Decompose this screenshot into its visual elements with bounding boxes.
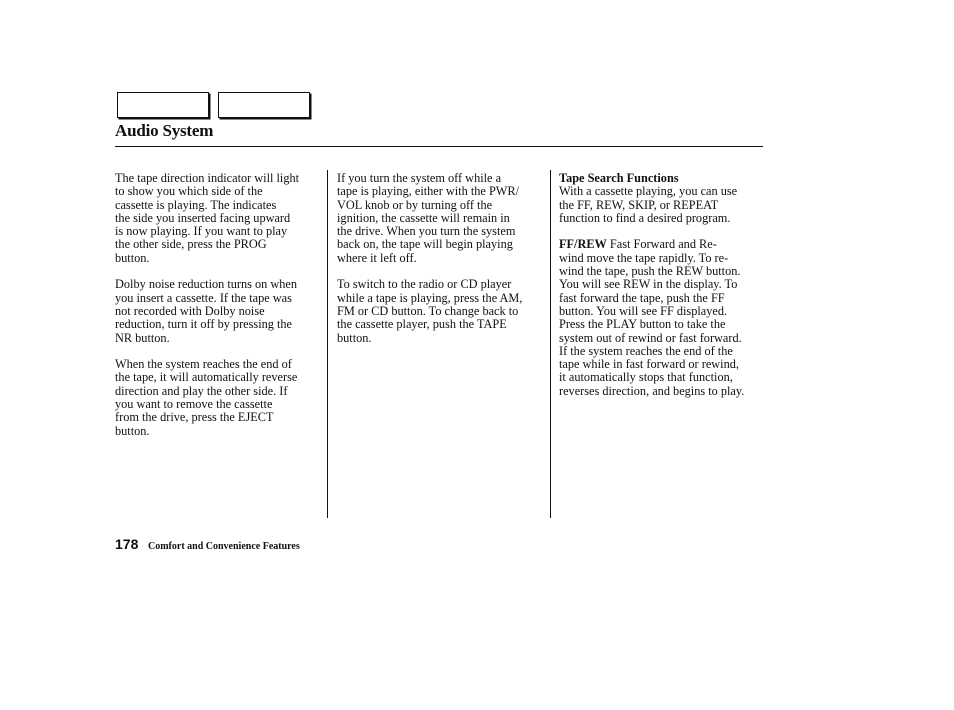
column-divider-2 [550,170,551,518]
column-divider-1 [327,170,328,518]
page-number: 178 [115,536,139,552]
ff-rew-description: Fast Forward and Re- wind move the tape rapidly. To re- wind the tape, push the REW button. You will see REW in the display. To fast forward the tape, push the FF button. You will see FF displayed. Press the PLAY button to take the system out of rewind or fast forward. If the system reaches the end of the tape while in fast forward or rewind, it automatically stops that function, reverses direction, and begins to play. [559,237,745,398]
footer-section-label: Comfort and Convenience Features [148,541,300,552]
title-rule [115,146,763,147]
power-off-paragraph: If you turn the system off while a tape is playing, either with the PWR/ VOL knob or by turning off the ignition, the cassette will remain in the drive. When you turn the system back on, the tape will begin playing where it left off. [337,171,520,265]
text-column-1 [115,172,320,451]
ff-rew-paragraph [559,238,769,398]
nav-tab-box-1[interactable] [117,92,209,118]
dolby-paragraph: Dolby noise reduction turns on when you insert a cassette. If the tape was not recorded with Dolby noise reduction, turn it off by pressing the NR button. [115,277,298,345]
ff-rew-term: FF/REW [559,237,607,252]
tape-search-heading: Tape Search Functions [559,171,679,185]
text-column-3 [559,172,769,411]
tape-direction-paragraph: The tape direction indicator will light to show you which side of the cassette is playing. The indicates the side you inserted facing upward is now playing. If you want to play the other side, press the PROG button. [115,171,300,265]
nav-tab-box-2[interactable] [218,92,310,118]
section-title: Audio System [115,121,214,140]
text-column-2 [337,172,543,358]
switch-source-paragraph: To switch to the radio or CD player while a tape is playing, press the AM, FM or CD button. To change back to the cassette player, push the TAPE button. [337,277,523,345]
tape-search-paragraph: With a cassette playing, you can use the FF, REW, SKIP, or REPEAT function to find a desired program. [559,184,738,225]
auto-reverse-paragraph: When the system reaches the end of the tape, it will automatically reverse direction and play the other side. If you want to remove the cassette from the drive, press the EJECT button. [115,357,298,438]
